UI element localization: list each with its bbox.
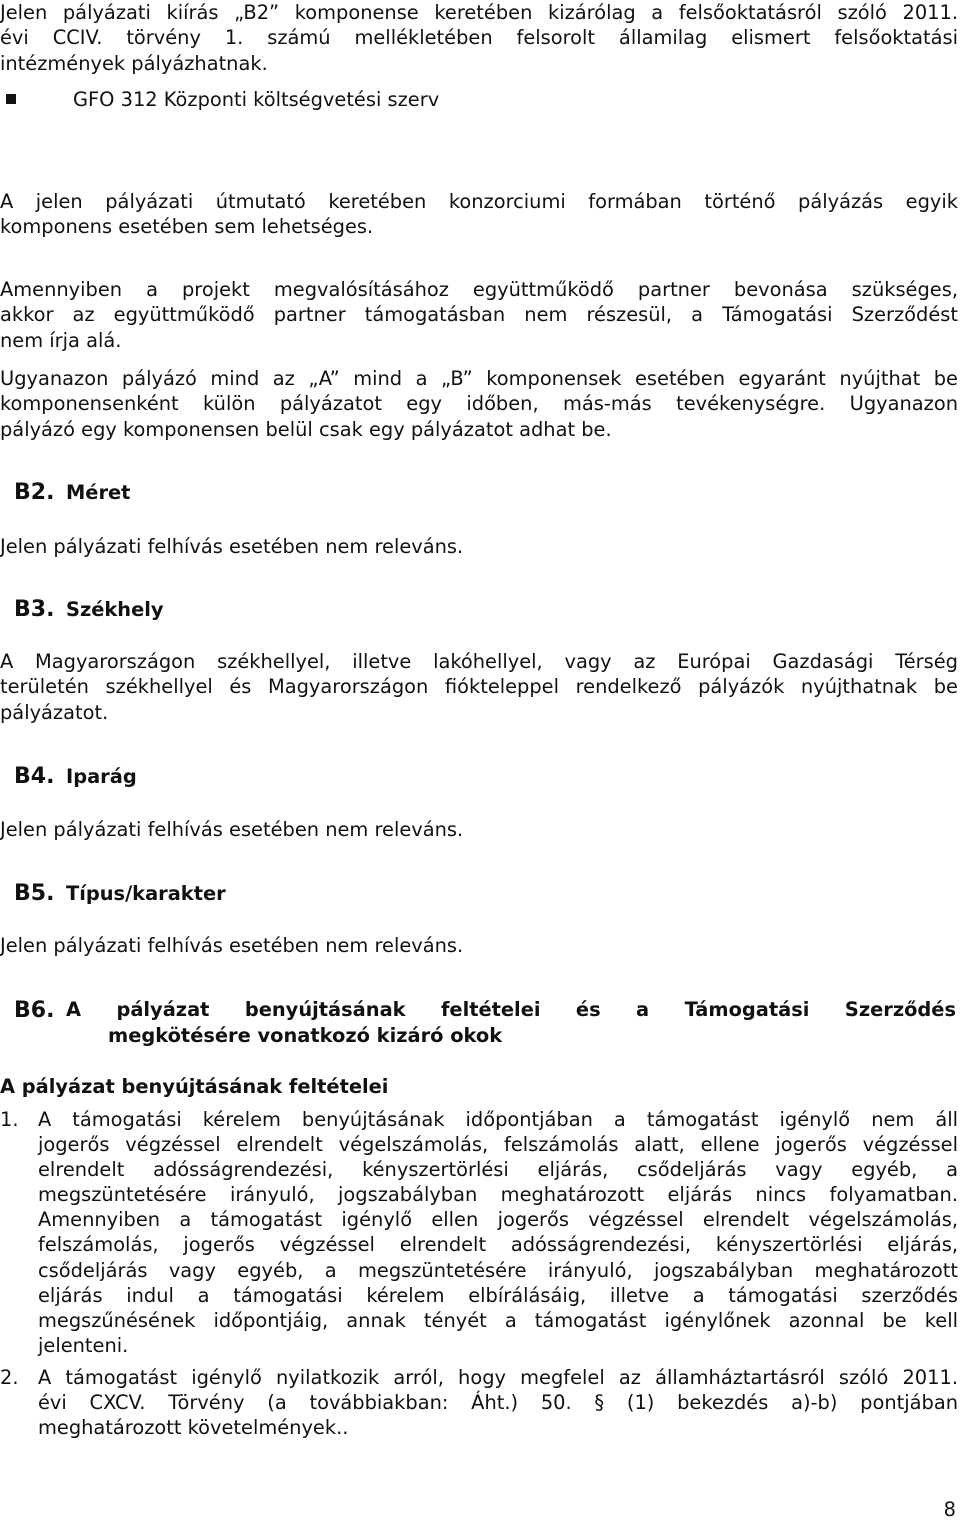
list-item-1-line-9: megszűnésének időpontjáig, annak tényét a támogatást igénylőnek azonnal be kell bbox=[38, 1308, 958, 1332]
partner-line-2: akkor az együttműködő partner támogatásban nem részesül, a Támogatási Szerződést bbox=[0, 303, 958, 327]
same-applicant-line-2: komponensenként külön pályázatot egy időben, más-más tevékenységre. Ugyanazon bbox=[0, 392, 958, 416]
list-item-1-line-10: jelenteni. bbox=[38, 1333, 129, 1357]
heading-b5-number: B5. bbox=[14, 881, 55, 906]
same-applicant-paragraph bbox=[0, 366, 958, 442]
list-item-1-line-8: eljárás indul a támogatási kérelem elbírálásáig, illetve a támogatási szerződés bbox=[38, 1283, 958, 1307]
heading-b6 bbox=[14, 998, 956, 1047]
partner-line-3: nem írja alá. bbox=[0, 328, 122, 352]
b2-text-line: Jelen pályázati felhívás esetében nem releváns. bbox=[0, 535, 464, 558]
b4-text-line: Jelen pályázati felhívás esetében nem releváns. bbox=[0, 818, 464, 841]
heading-b5-title: Típus/karakter bbox=[66, 882, 226, 905]
b2-text bbox=[0, 534, 958, 559]
heading-b4-number: B4. bbox=[14, 764, 55, 789]
list-item-1-line-5: Amennyiben a támogatást igénylő ellen jogerős végzéssel elrendelt végelszámolás, bbox=[38, 1208, 958, 1232]
b3-paragraph bbox=[0, 649, 958, 725]
heading-b4 bbox=[14, 764, 137, 789]
list-item-2-line-2: évi CXCV. Törvény (a továbbiakban: Áht.) 50. § (1) bekezdés a)-b) pontjában bbox=[38, 1391, 958, 1415]
subheading-conditions: A pályázat benyújtásának feltételei bbox=[0, 1075, 389, 1098]
heading-b4-title: Iparág bbox=[66, 765, 137, 788]
list-item-1-line-2: jogerős végzéssel elrendelt végelszámolás, felszámolás alatt, ellene jogerős végzéssel bbox=[38, 1133, 958, 1157]
b5-text bbox=[0, 933, 958, 958]
heading-b2 bbox=[14, 480, 130, 505]
intro-line-2: évi CCIV. törvény 1. számú mellékletében felsorolt államilag elismert felsőoktatási bbox=[0, 26, 958, 50]
heading-b3-title: Székhely bbox=[66, 598, 164, 621]
b3-line-3: pályázatot. bbox=[0, 700, 109, 724]
page-number: 8 bbox=[943, 1498, 956, 1521]
partner-line-1: Amennyiben a projekt megvalósításához együttműködő partner bevonása szükséges, bbox=[0, 278, 958, 301]
list-item-1-number: 1. bbox=[0, 1108, 19, 1131]
list-item-1-line-3: elrendelt adósságrendezési, kényszertörlési eljárás, csődeljárás vagy egyéb, a bbox=[38, 1158, 958, 1182]
list-item-2-line-3: meghatározott követelmények.. bbox=[38, 1416, 349, 1440]
partner-paragraph bbox=[0, 277, 958, 353]
heading-b5 bbox=[14, 881, 226, 906]
heading-b6-title-line-2: megkötésére vonatkozó kizáró okok bbox=[108, 1024, 503, 1047]
intro-paragraph bbox=[0, 0, 958, 76]
same-applicant-line-3: pályázó egy komponensen belül csak egy pályázatot adhat be. bbox=[0, 417, 612, 441]
list-item-1-line-4: megszüntetésére irányuló, jogszabályban meghatározott eljárás nincs folyamatban. bbox=[38, 1183, 958, 1207]
intro-line-1: Jelen pályázati kiírás „B2” komponense keretében kizárólag a felsőoktatásról szóló 2011. bbox=[0, 1, 958, 24]
heading-b2-title: Méret bbox=[66, 481, 131, 504]
consortium-paragraph bbox=[0, 189, 958, 240]
heading-b6-title-line-1: A pályázat benyújtásának feltételei és a Támogatási Szerződés bbox=[66, 998, 956, 1021]
heading-b2-number: B2. bbox=[14, 480, 55, 505]
heading-b3 bbox=[14, 597, 164, 622]
b3-line-1: A Magyarországon székhellyel, illetve lakóhellyel, vagy az Európai Gazdasági Térség bbox=[0, 650, 958, 673]
b3-line-2: területén székhellyel és Magyarországon fiókteleppel rendelkező pályázók nyújthatnak be bbox=[0, 675, 958, 699]
list-item-2-number: 2. bbox=[0, 1366, 19, 1389]
consortium-line-1: A jelen pályázati útmutató keretében konzorciumi formában történő pályázás egyik bbox=[0, 190, 958, 213]
list-item-1-line-1: A támogatási kérelem benyújtásának időpontjában a támogatást igénylő nem áll bbox=[38, 1108, 958, 1131]
consortium-line-2: komponens esetében sem lehetséges. bbox=[0, 215, 374, 239]
heading-b3-number: B3. bbox=[14, 597, 55, 622]
square-bullet-icon bbox=[6, 94, 16, 104]
heading-b6-number: B6. bbox=[14, 998, 55, 1023]
list-item-1-body bbox=[38, 1107, 958, 1358]
list-item-1-line-7: csődeljárás vagy egyéb, a megszüntetésére irányuló, jogszabályban meghatározott bbox=[38, 1258, 958, 1282]
intro-line-3: intézmények pályázhatnak. bbox=[0, 51, 268, 75]
same-applicant-line-1: Ugyanazon pályázó mind az „A” mind a „B” komponensek esetében egyaránt nyújthat be bbox=[0, 367, 958, 390]
list-item-2-body bbox=[38, 1365, 958, 1440]
bullet-item-text: GFO 312 Központi költségvetési szerv bbox=[73, 88, 440, 111]
list-item-1-line-6: felszámolás, jogerős végzéssel elrendelt adósságrendezési, kényszertörlési eljárás, bbox=[38, 1233, 958, 1257]
list-item-2-line-1: A támogatást igénylő nyilatkozik arról, hogy megfelel az államháztartásról szóló 2011. bbox=[38, 1366, 958, 1389]
b4-text bbox=[0, 817, 958, 842]
b5-text-line: Jelen pályázati felhívás esetében nem releváns. bbox=[0, 934, 464, 957]
